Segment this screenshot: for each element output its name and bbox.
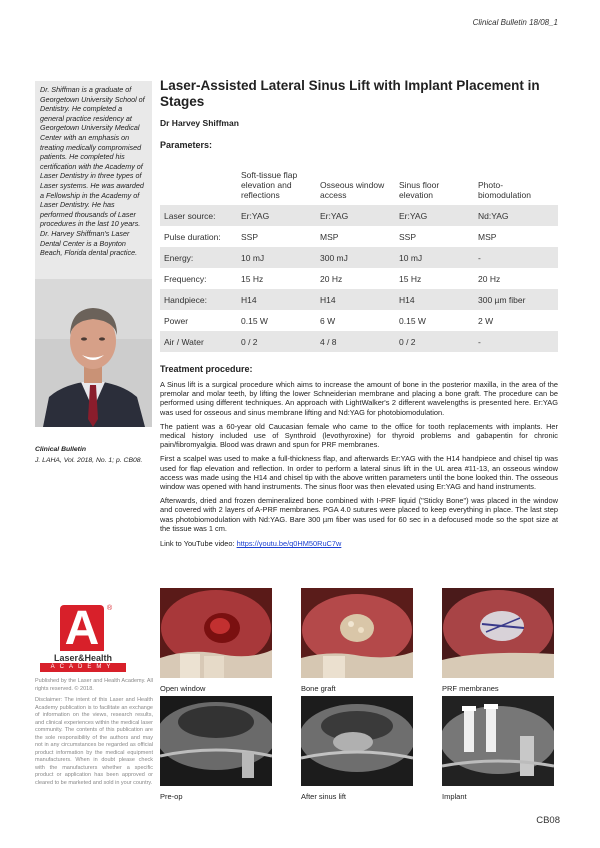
table-cell: 15 Hz [395,268,474,289]
table-cell: 300 mJ [316,247,395,268]
xray-pre-op [160,696,272,786]
logo-registered-mark: ® [107,605,113,612]
table-cell: Pulse duration: [160,226,237,247]
table-cell: SSP [395,226,474,247]
logo-name: Laser&Health [53,653,113,663]
table-cell: Energy: [160,247,237,268]
table-cell: 20 Hz [474,268,558,289]
parameters-heading: Parameters: [160,140,213,150]
table-cell: H14 [316,289,395,310]
table-cell: - [474,247,558,268]
paragraph: First a scalpel was used to make a full-thickness flap, and afterwards Er:YAG with the H14 handpiece and chisel tip was used for flap elevation and reflection. In order to perform a lateral sinus lift in the UL area #11-13, an osseous window access was made using the H14 and chisel tip with the above written parameters until the bone looked thin. The osseous window was opened with hand instruments. The sinus floor was then elevated using Er:YAG and hand instruments. [160,454,558,492]
table-header-cell: Soft-tissue flap elevation and reflections [237,157,316,205]
table-row [160,226,558,247]
xray-after-sinus-lift [301,696,413,786]
table-cell: 0 / 2 [395,331,474,352]
table-cell: Nd:YAG [474,205,558,226]
table-cell: 2 W [474,310,558,331]
parameters-table [160,157,558,352]
photo-prf-membranes [442,588,554,678]
photo-open-window [160,588,272,678]
table-cell: Er:YAG [316,205,395,226]
table-cell: 0.15 W [395,310,474,331]
laser-health-academy-logo [40,602,126,670]
logo-academy: ACADEMY [40,663,126,672]
table-row [160,289,558,310]
table-cell: H14 [395,289,474,310]
photo-bone-graft [301,588,413,678]
table-header-cell [160,157,237,205]
article [160,78,558,548]
page-number: CB08 [536,815,560,826]
paragraph: The patient was a 60-year old Caucasian female who came to the office for tooth replacements with implants. Her medical history included use of Synthroid (levothyroxine) for thyroid problems and gabapentin for chronic pain/fibromyalgia. Blood was drawn and spun for PRF membranes. [160,421,558,450]
article-author: Dr Harvey Shiffman [160,118,239,128]
sidebar [35,81,152,466]
table-cell: MSP [474,226,558,247]
legal-notes [35,678,153,791]
table-header-cell: Sinus floor elevation [395,157,474,205]
table-row [160,331,558,352]
table-cell: 20 Hz [316,268,395,289]
video-link-label: Link to YouTube video: [160,539,235,549]
table-cell: Power [160,310,237,331]
table-cell: 4 / 8 [316,331,395,352]
disclaimer: Disclaimer: The intent of this Laser and Health Academy publication is to facilitate an exchange of information on the views, research results, and clinical experiences within the medical laser community. The contents of this publication are the sole responsibility of the authors and may not in any circumstances be regarded as official product information by the medical equipment manufacturers. When in doubt please check with the manufacturers whether a specific product or application has been approved or cleared to be marketed and sold in your country. [35,697,153,786]
xray-implant [442,696,554,786]
article-title: Laser-Assisted Lateral Sinus Lift with Implant Placement in Stages [160,78,540,109]
table-cell: Frequency: [160,268,237,289]
table-cell: - [474,331,558,352]
table-header-row [160,157,558,205]
bulletin-label: Clinical Bulletin [35,446,86,453]
photo-caption: PRF membranes [442,684,499,693]
table-cell: 10 mJ [237,247,316,268]
photo-caption: After sinus lift [301,792,347,801]
table-header-cell: Osseous window access [316,157,395,205]
photo-caption: Bone graft [301,684,336,693]
table-row [160,268,558,289]
table-cell: H14 [237,289,316,310]
table-cell: 0 / 2 [237,331,316,352]
table-cell: MSP [316,226,395,247]
author-bio-box [35,81,152,279]
table-cell: Er:YAG [237,205,316,226]
table-cell: Air / Water [160,331,237,352]
photo-caption: Open window [160,684,206,693]
table-row [160,205,558,226]
author-portrait [35,279,152,427]
photo-caption: Pre-op [160,792,183,801]
table-cell: Laser source: [160,205,237,226]
table-cell: Handpiece: [160,289,237,310]
table-row [160,247,558,268]
table-row [160,310,558,331]
bulletin-id: Clinical Bulletin 18/08_1 [472,18,558,27]
treatment-heading: Treatment procedure: [160,364,253,374]
paragraph: A Sinus lift is a surgical procedure which aims to increase the amount of bone in the posterior maxilla, in the area of the premolar and molar teeth, by lifting the lower Schneiderian membrane and placing a bone graft. The procedure can be performed using different techniques. An approach with LightWalker's 2 different wavelengths is presented here. Er:YAG was used for osseous and sinus membrane lifting and Nd:YAG for photobiomodulation. [160,380,558,417]
author-bio: Dr. Shiffman is a graduate of Georgetown University School of Dentistry. He completed a general practice residency at Georgetown University Medical Center with an emphasis on treating medically compromised patients. He completed his certification with the Academy of Laser Dentistry in three types of Laser systems. He was awarded a Fellowship in the Academy of Laser Dentistry. He has performed thousands of Laser procedures in the last 10 years. Dr. Harvey Shiffman's Laser Dental Center is a Boynton Beach, Florida dental practice. [40,85,145,258]
citation: J. LAHA, Vol. 2018, No. 1; p. CB08. [35,457,143,464]
table-cell: 6 W [316,310,395,331]
table-header-cell: Photo-biomodulation [474,157,558,205]
table-cell: 300 µm fiber [474,289,558,310]
paragraph: Afterwards, dried and frozen demineralized bone combined with I-PRF liquid ("Sticky Bone") was placed in the window and covered with 2 layers of A-PRF membranes. PGA 4.0 sutures were placed to keep everything in place. The last step was photobiomodulation with Nd:YAG. Bare 300 µm fiber was used for 60 sec in a defocused mode so the spot size at the tissue was 1 cm. [160,496,558,533]
youtube-link[interactable]: https://youtu.be/q0HM50RuC7w [236,539,342,549]
logo-letter: A [60,605,104,651]
table-cell: 10 mJ [395,247,474,268]
table-cell: 15 Hz [237,268,316,289]
video-link-line [160,539,558,548]
published-note: Published by the Laser and Health Academy. All rights reserved. © 2018. [35,678,153,692]
table-cell: SSP [237,226,316,247]
photo-caption: Implant [442,792,467,801]
table-cell: Er:YAG [395,205,474,226]
table-cell: 0.15 W [237,310,316,331]
